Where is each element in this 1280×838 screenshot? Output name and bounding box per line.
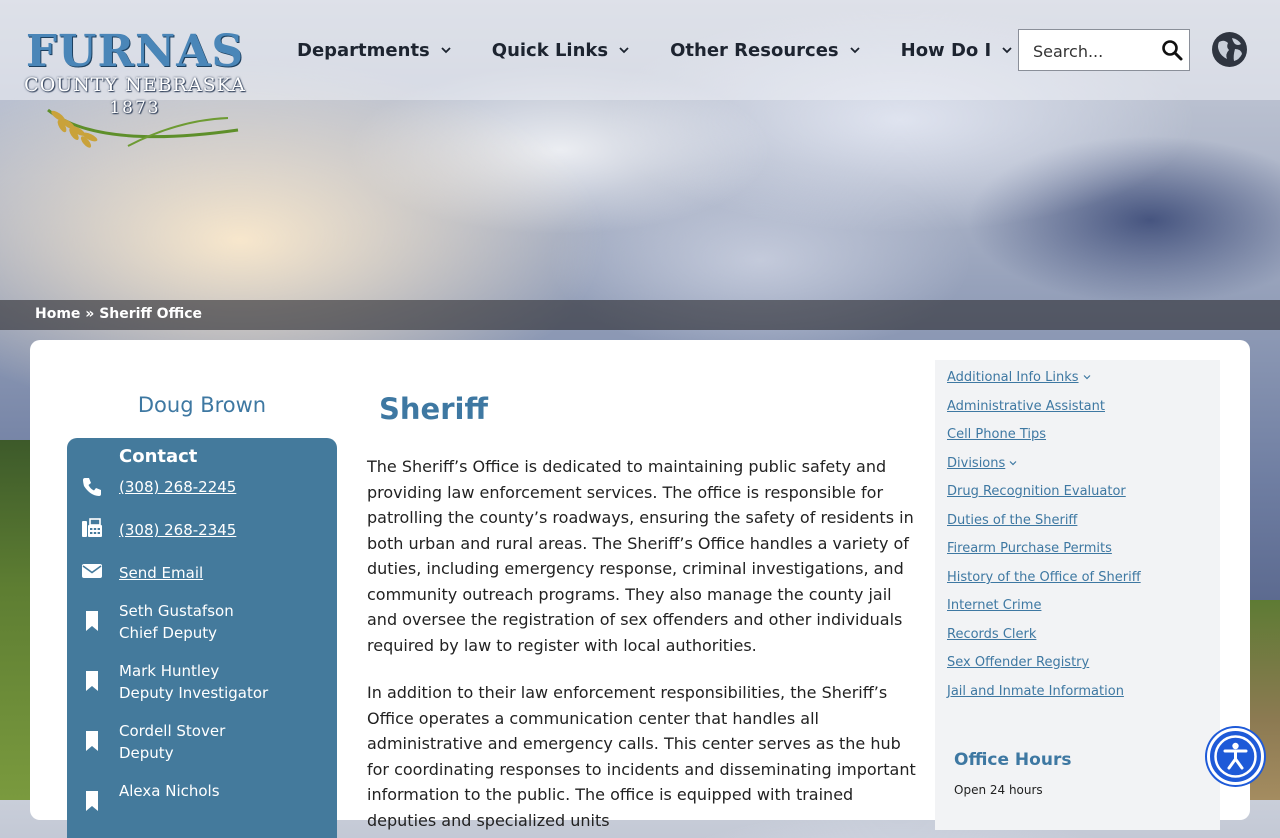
chevron-down-icon bbox=[1009, 459, 1017, 467]
chevron-down-icon bbox=[440, 44, 452, 56]
sidebar-link-drug-recognition[interactable]: Drug Recognition Evaluator bbox=[947, 484, 1126, 499]
bookmark-icon bbox=[81, 730, 103, 752]
contact-box bbox=[67, 438, 337, 838]
article-paragraph: The Sheriff’s Office is dedicated to maintaining public safety and providing law enforcement services. The office is responsible for patrolling the county’s roadways, ensuring the safety of residents in both urban and rural areas. The Sheriff’s Office handles a variety of duties, including emergency response, criminal investigations, and community outreach programs. They also manage the county jail and oversee the registration of sex offenders and other individuals required by law to register with local authorities. bbox=[367, 457, 914, 655]
breadcrumb-current: Sheriff Office bbox=[99, 306, 202, 322]
envelope-icon bbox=[81, 560, 103, 582]
main-content-card bbox=[30, 340, 1250, 830]
staff-name: Alexa Nichols bbox=[119, 782, 220, 800]
breadcrumb-separator: » bbox=[80, 306, 100, 322]
phone-icon bbox=[81, 476, 103, 498]
sidebar-link-administrative-assistant[interactable]: Administrative Assistant bbox=[947, 399, 1105, 414]
sidebar-link-cell-phone-tips[interactable]: Cell Phone Tips bbox=[947, 427, 1047, 442]
office-hours-text: Open 24 hours bbox=[954, 783, 1043, 797]
site-header bbox=[0, 0, 1280, 118]
staff-role: Chief Deputy bbox=[119, 624, 217, 642]
nav-quick-links[interactable] bbox=[492, 36, 630, 64]
chevron-down-icon bbox=[618, 44, 630, 56]
nav-label: Other Resources bbox=[670, 39, 839, 61]
chevron-down-icon bbox=[1083, 373, 1091, 381]
nav-label: Departments bbox=[297, 39, 430, 61]
staff-role: Deputy bbox=[119, 744, 174, 762]
page-title: Sheriff bbox=[379, 392, 488, 426]
breadcrumb-home-link[interactable]: Home bbox=[35, 306, 81, 322]
search-box bbox=[1018, 29, 1190, 71]
breadcrumb bbox=[0, 300, 1280, 330]
logo-subtitle: COUNTY NEBRASKA bbox=[24, 74, 246, 96]
staff-name: Cordell Stover bbox=[119, 722, 226, 740]
search-input[interactable] bbox=[1033, 39, 1163, 63]
fax-icon bbox=[81, 517, 103, 539]
search-icon[interactable] bbox=[1161, 39, 1183, 61]
contact-title: Contact bbox=[119, 446, 198, 467]
main-nav bbox=[297, 36, 1053, 64]
nav-other-resources[interactable] bbox=[670, 36, 861, 64]
sidebar-link-jail-inmate[interactable]: Jail and Inmate Information bbox=[947, 684, 1124, 699]
accessibility-icon bbox=[1210, 731, 1261, 782]
sidebar-link-divisions[interactable] bbox=[947, 456, 1017, 471]
chevron-down-icon bbox=[1001, 44, 1013, 56]
accessibility-button[interactable] bbox=[1207, 728, 1264, 785]
bookmark-icon bbox=[81, 670, 103, 692]
sidebar-link-records-clerk[interactable]: Records Clerk bbox=[947, 627, 1037, 642]
nav-label: Quick Links bbox=[491, 39, 609, 61]
sidebar-link-additional-info[interactable] bbox=[947, 370, 1091, 385]
send-email-link[interactable]: Send Email bbox=[119, 564, 204, 582]
sidebar-link-sex-offender-registry[interactable]: Sex Offender Registry bbox=[947, 655, 1090, 670]
nav-label: How Do I bbox=[900, 39, 992, 61]
official-name: Doug Brown bbox=[137, 393, 267, 417]
sidebar-links bbox=[935, 360, 1220, 830]
sidebar-link-label: Divisions bbox=[947, 456, 1006, 471]
bookmark-icon bbox=[81, 610, 103, 632]
logo-title: FURNAS bbox=[25, 26, 245, 77]
staff-name: Seth Gustafson bbox=[119, 602, 234, 620]
sidebar-link-label: Additional Info Links bbox=[947, 370, 1079, 385]
sidebar-link-history[interactable]: History of the Office of Sheriff bbox=[947, 570, 1141, 585]
nav-how-do-i[interactable] bbox=[901, 36, 1014, 64]
logo-year: 1873 bbox=[109, 98, 161, 118]
article-paragraph: In addition to their law enforcement responsibilities, the Sheriff’s Office operates a communication center that handles all administrative and emergency calls. This center serves as the hub for coordinating responses to incidents and disseminating important information to the public. The office is equipped with trained deputies and specialized units bbox=[367, 683, 916, 830]
sidebar-link-duties[interactable]: Duties of the Sheriff bbox=[947, 513, 1078, 528]
globe-icon[interactable] bbox=[1211, 31, 1248, 68]
phone-link[interactable]: (308) 268-2245 bbox=[119, 478, 237, 496]
sidebar-link-internet-crime[interactable]: Internet Crime bbox=[947, 598, 1042, 613]
fax-link[interactable]: (308) 268-2345 bbox=[119, 521, 237, 539]
site-logo[interactable] bbox=[22, 26, 252, 155]
bookmark-icon bbox=[81, 790, 103, 812]
staff-role: Deputy Investigator bbox=[119, 684, 269, 702]
staff-name: Mark Huntley bbox=[119, 662, 220, 680]
nav-departments[interactable] bbox=[297, 36, 452, 64]
sidebar-link-firearm-permits[interactable]: Firearm Purchase Permits bbox=[947, 541, 1112, 556]
chevron-down-icon bbox=[849, 44, 861, 56]
office-hours-title: Office Hours bbox=[954, 750, 1072, 770]
